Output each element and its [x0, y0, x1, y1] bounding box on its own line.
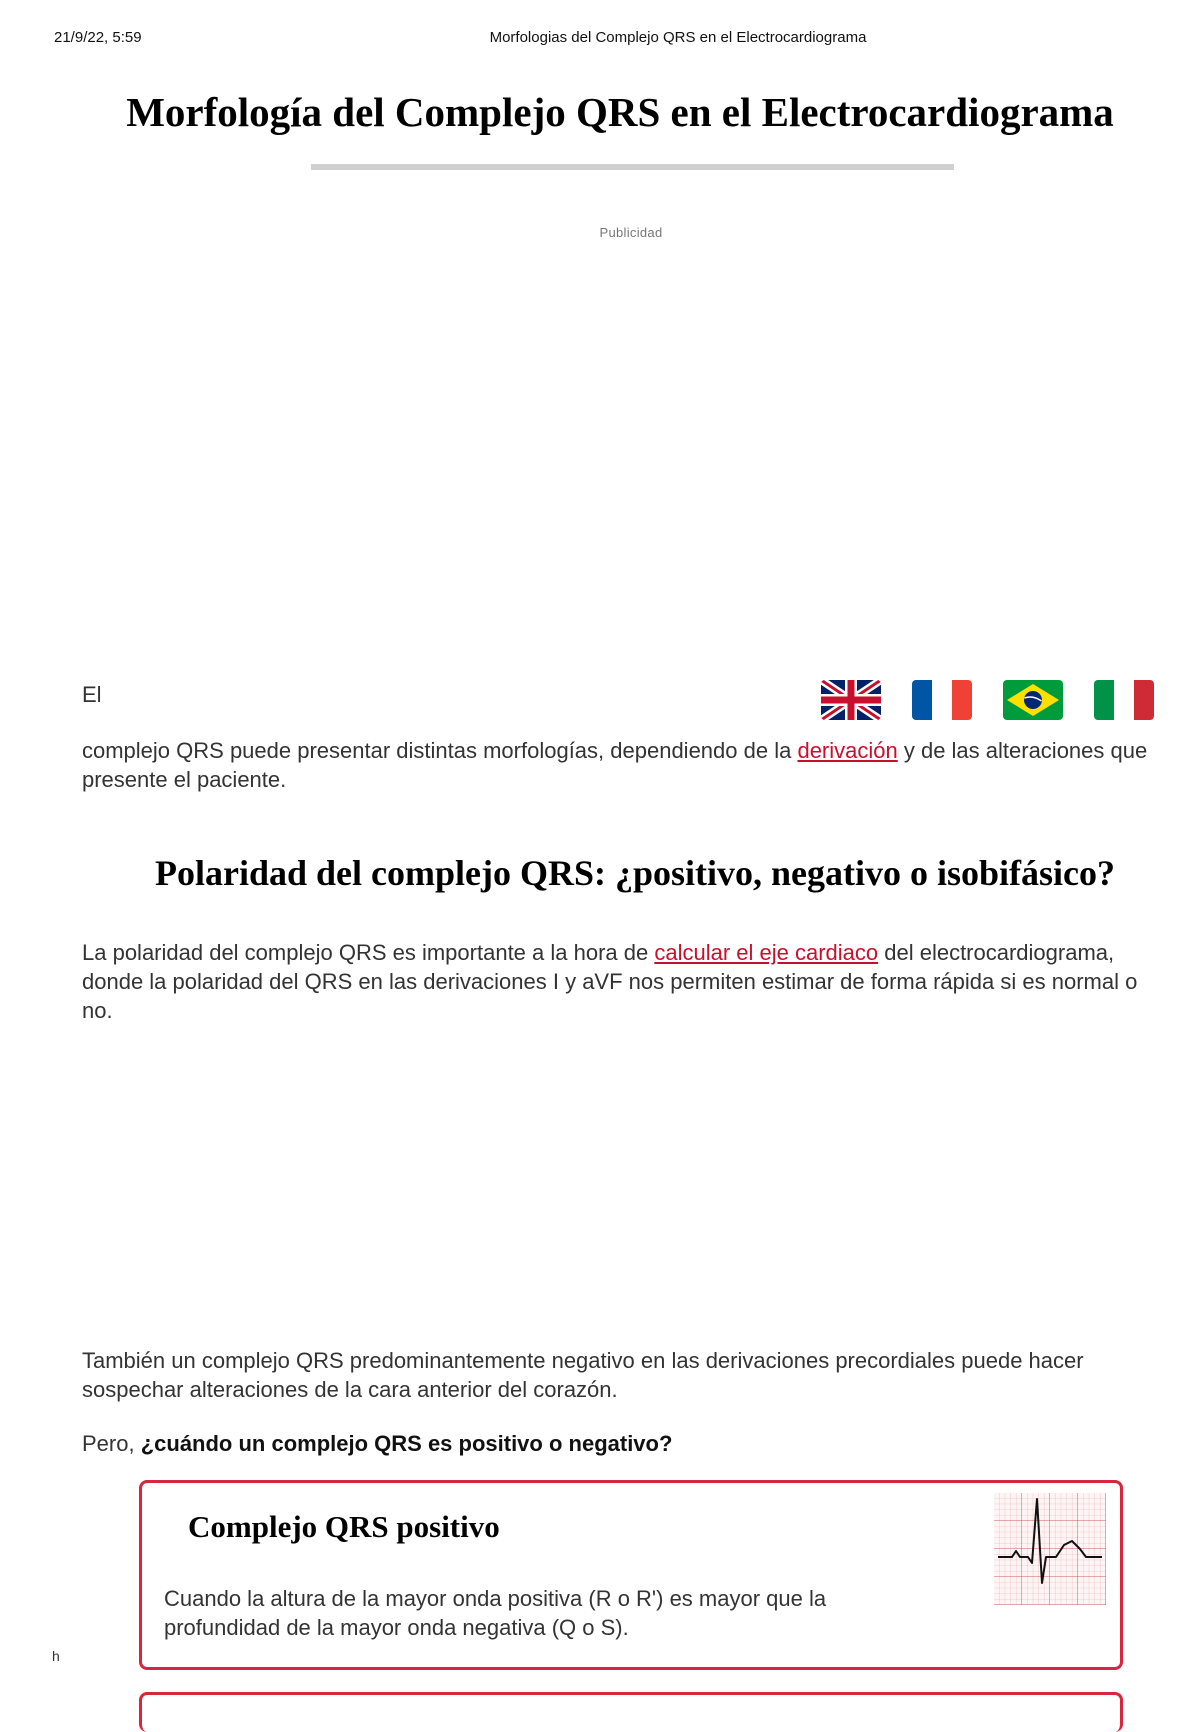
- ecg-positive-qrs-icon: [994, 1493, 1106, 1605]
- flag-france-icon[interactable]: [912, 680, 972, 720]
- eje-cardiaco-link[interactable]: calcular el eje cardiaco: [654, 940, 879, 965]
- intro-first-word: El: [82, 682, 102, 707]
- qrs-positive-card: [139, 1480, 1123, 1670]
- flag-brazil-icon[interactable]: [1003, 680, 1063, 720]
- polarity-text-after-link: del electrocardiograma, donde la polaridad del QRS en las derivaciones I y aVF nos permiten estimar de forma rápida si es normal o no.: [82, 940, 1138, 1023]
- derivacion-link[interactable]: derivación: [797, 738, 898, 763]
- section-title: Polaridad del complejo QRS: ¿positivo, negativo o isobifásico?: [154, 853, 1115, 893]
- qrs-next-card: [139, 1692, 1123, 1732]
- print-header-date: 21/9/22, 5:59: [54, 29, 142, 46]
- page-title: Morfología del Complejo QRS en el Electrocardiograma: [126, 89, 1114, 135]
- print-footer-fragment: h: [52, 1648, 60, 1664]
- polarity-text-before-link: La polaridad del complejo QRS es importante a la hora de: [82, 940, 655, 965]
- intro-text-before-link: complejo QRS puede presentar distintas morfologías, dependiendo de la: [82, 738, 798, 763]
- question-paragraph: [82, 1429, 1172, 1458]
- title-divider: [311, 164, 954, 170]
- flag-italy-icon[interactable]: [1094, 680, 1154, 720]
- polarity-paragraph: [82, 938, 1172, 1025]
- flag-uk-icon[interactable]: [821, 680, 881, 720]
- intro-text-after-link: y de las alteraciones que presente el paciente.: [82, 738, 1148, 792]
- ad-label: Publicidad: [599, 225, 663, 240]
- precordial-paragraph: También un complejo QRS predominantemente negativo en las derivaciones precordiales puede hacer sospechar alteraciones de la cara anterior del corazón.: [82, 1348, 1084, 1402]
- question-plain-text: Pero,: [82, 1431, 141, 1456]
- print-header-title: Morfologias del Complejo QRS en el Electrocardiograma: [489, 29, 867, 46]
- intro-paragraph: [82, 736, 1162, 794]
- question-bold-text: ¿cuándo un complejo QRS es positivo o negativo?: [140, 1431, 673, 1456]
- card-title: Complejo QRS positivo: [188, 1509, 500, 1544]
- card-text: Cuando la altura de la mayor onda positiva (R o R') es mayor que la profundidad de la mayor onda negativa (Q o S).: [164, 1586, 827, 1640]
